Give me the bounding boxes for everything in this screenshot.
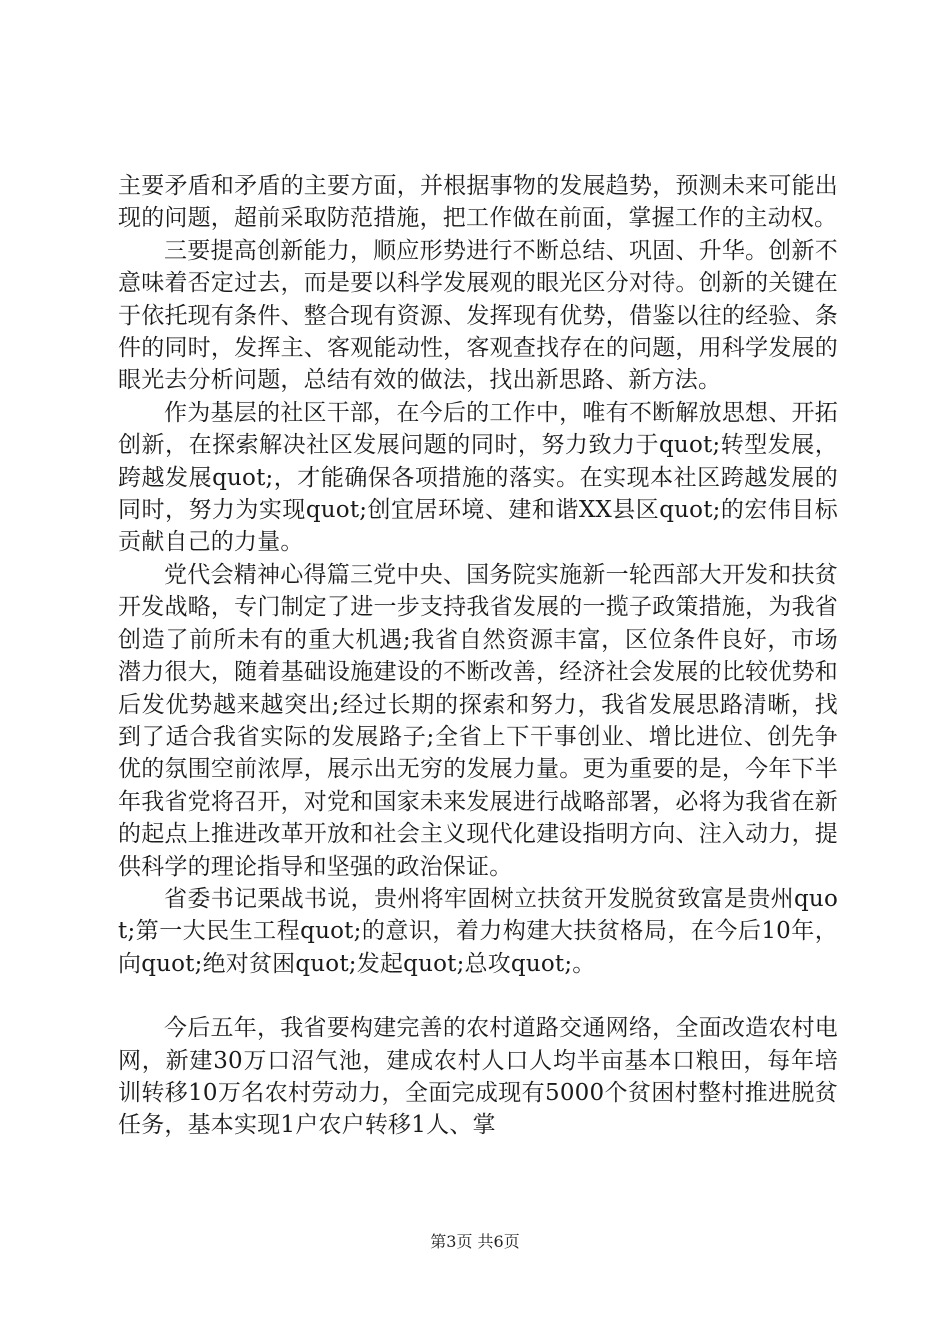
paragraph-five-year-plan: 今后五年，我省要构建完善的农村道路交通网络，全面改造农村电网，新建30万口沼气池，建成农村人口人均半亩基本口粮田，每年培训转移10万名农村劳动力，全面完成现有5000个贫困村整村推进脱贫任务，基本实现1户农户转移1人、掌 <box>118 1015 838 1139</box>
document-body <box>118 170 838 1142</box>
paragraph-innovation: 三要提高创新能力，顺应形势进行不断总结、巩固、升华。创新不意味着否定过去，而是要以科学发展观的眼光区分对待。创新的关键在于依托现有条件、整合现有资源、发挥现有优势，借鉴以往的经验、条件的同时，发挥主、客观能动性，客观查找存在的问题，用科学发展的眼光去分析问题，总结有效的做法，找出新思路、新方法。 <box>118 237 838 394</box>
paragraph-continuation: 主要矛盾和矛盾的主要方面，并根据事物的发展趋势，预测未来可能出现的问题，超前采取防范措施，把工作做在前面，掌握工作的主动权。 <box>118 173 838 232</box>
paragraph-provincial-secretary: 省委书记栗战书说，贵州将牢固树立扶贫开发脱贫致富是贵州quot;第一大民生工程quot;的意识，着力构建大扶贫格局，在今后10年，向quot;绝对贫困quot;发起quot;总攻quot;。 <box>118 885 838 977</box>
paragraph-party-congress: 党代会精神心得篇三党中央、国务院实施新一轮西部大开发和扶贫开发战略，专门制定了进一步支持我省发展的一揽子政策措施，为我省创造了前所未有的重大机遇;我省自然资源丰富，区位条件良好，市场潜力很大，随着基础设施建设的不断改善，经济社会发展的比较优势和后发优势越来越突出;经过长期的探索和努力，我省发展思路清晰，找到了适合我省实际的发展路子;全省上下干事创业、增比进位、创先争优的氛围空前浓厚，展示出无穷的发展力量。更为重要的是，今年下半年我省党将召开，对党和国家未来发展进行战略部署，必将为我省在新的起点上推进改革开放和社会主义现代化建设指明方向、注入动力，提供科学的理论指导和坚强的政治保证。 <box>118 561 838 880</box>
page-number-footer: 第3页 共6页 <box>430 1232 520 1251</box>
paragraph-community-cadre: 作为基层的社区干部，在今后的工作中，唯有不断解放思想、开拓创新，在探索解决社区发展问题的同时，努力致力于quot;转型发展，跨越发展quot;，才能确保各项措施的落实。在实现本社区跨越发展的同时，努力为实现quot;创宜居环境、建和谐XX县区quot;的宏伟目标贡献自己的力量。 <box>118 399 838 556</box>
